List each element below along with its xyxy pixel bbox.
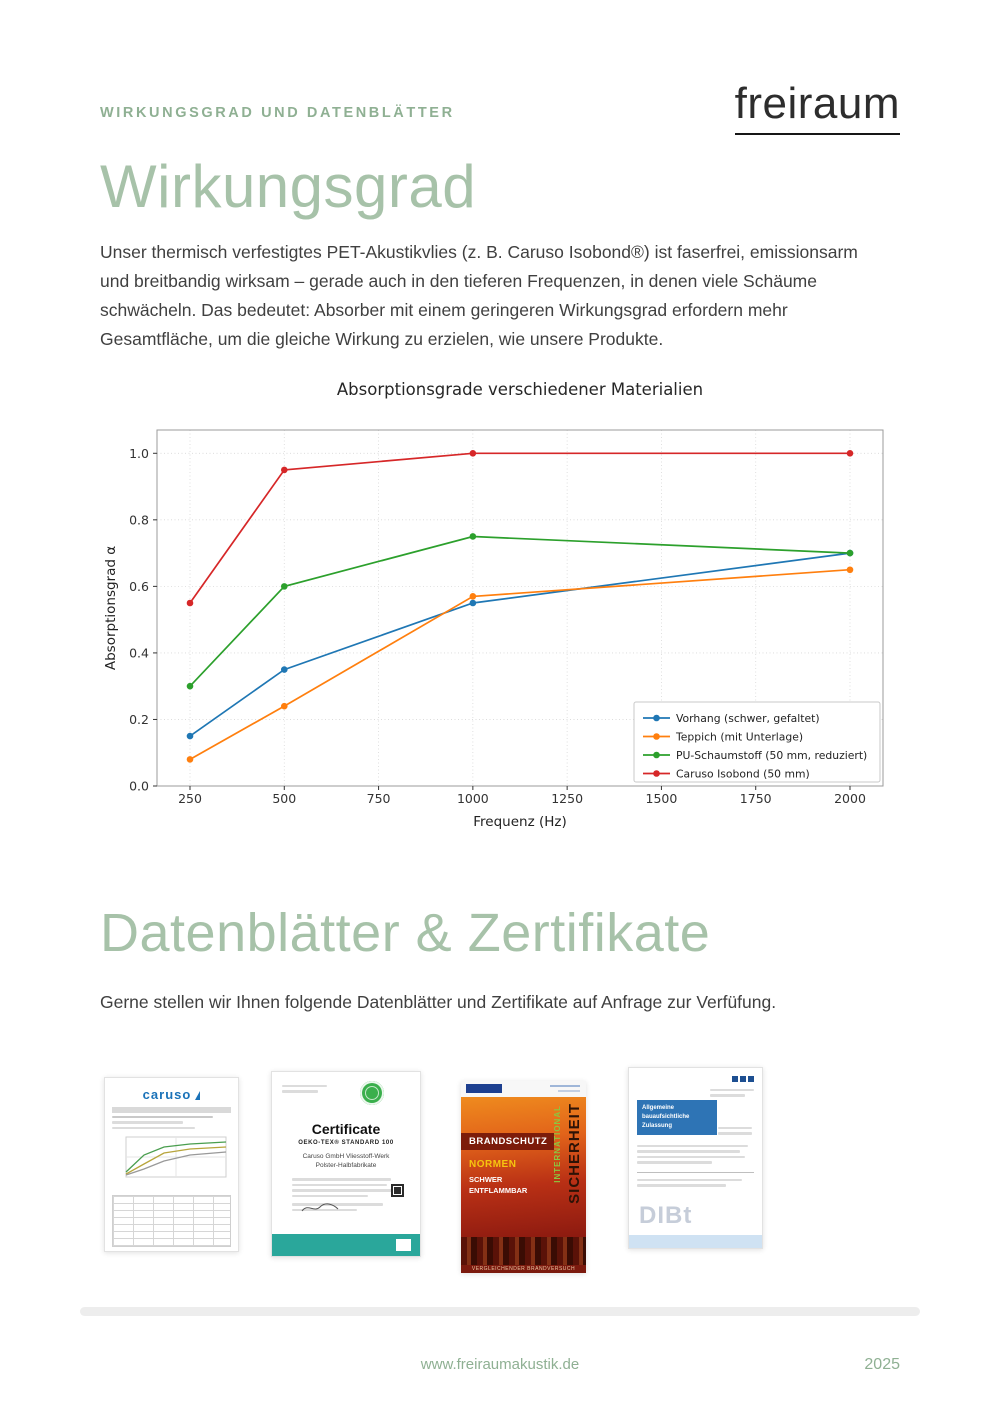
datasheet-header-band <box>112 1107 231 1113</box>
dibt-watermark: DIBt <box>639 1201 693 1229</box>
publisher-logo <box>466 1084 502 1093</box>
footer-url-link[interactable]: www.freiraumakustik.de <box>420 1355 580 1373</box>
svg-text:Vorhang (schwer, gefaltet): Vorhang (schwer, gefaltet) <box>676 712 820 725</box>
svg-text:0.8: 0.8 <box>129 512 149 528</box>
svg-text:0.6: 0.6 <box>129 578 149 594</box>
certificate-footer-mark <box>396 1239 411 1251</box>
placeholder-text-line <box>558 1090 580 1092</box>
brochure-top-strip <box>461 1081 586 1097</box>
dibt-logo-icon <box>732 1076 754 1082</box>
footer-year: 2025 <box>864 1355 900 1373</box>
page-header <box>100 0 900 135</box>
datenblaetter-paragraph: Gerne stellen wir Ihnen folgende Datenblätter und Zertifikate auf Anfrage zur Verfüfung. <box>100 991 777 1012</box>
page-footer <box>100 1356 900 1378</box>
brochure-keyword-schwer: SCHWER <box>469 1174 503 1184</box>
placeholder-text-line <box>112 1121 183 1124</box>
svg-text:Caruso Isobond (50 mm): Caruso Isobond (50 mm) <box>676 767 810 781</box>
svg-text:250: 250 <box>178 791 202 806</box>
intro-paragraph: Unser thermisch verfestigtes PET-Akustikvlies (z. B. Caruso Isobond®) ist faserfrei, emissionsarm und breitbandig wirksam – gerade auch in den tieferen Frequenzen, in denen viele Schäume schwächeln. Das bedeutet: Absorber mit einem geringeren Wirkungsgrad erfordern mehr Gesamtfläche, um die gleiche Wirkung zu erzielen, wie unsere Produkte. <box>100 242 858 349</box>
brochure-vertical-sicherheit: SICHERHEIT <box>566 1102 583 1204</box>
section-heading-datenblaetter: Datenblätter & Zertifikate <box>100 903 711 963</box>
brochure-keyword-entflammbar: ENTFLAMMBAR <box>469 1185 528 1195</box>
certificate-holder: Caruso GmbH Vliesstoff-Werk Polster-Halbfabrikate <box>302 1152 390 1170</box>
svg-text:750: 750 <box>366 791 391 806</box>
svg-text:500: 500 <box>272 791 297 806</box>
caruso-logo-text: caruso <box>142 1086 192 1102</box>
brand-logo <box>734 79 900 135</box>
svg-text:0.2: 0.2 <box>129 711 149 727</box>
svg-text:Frequenz (Hz): Frequenz (Hz) <box>473 814 567 830</box>
brochure-cover <box>461 1097 586 1237</box>
certificate-subtitle: OEKO-TEX® STANDARD 100 <box>298 1139 394 1146</box>
thumbnail-oekotex-certificate[interactable] <box>271 1071 421 1257</box>
datasheet-table <box>112 1195 231 1247</box>
brochure-title: BRANDSCHUTZ <box>461 1133 554 1150</box>
brochure-keyword-normen: NORMEN <box>469 1158 517 1170</box>
footer-divider <box>80 1307 920 1316</box>
svg-text:PU-Schaumstoff (50 mm, reduzie: PU-Schaumstoff (50 mm, reduziert) <box>676 749 868 762</box>
thumbnail-dibt-zulassung[interactable] <box>628 1067 763 1249</box>
zulassung-footer-band <box>629 1235 762 1248</box>
absorption-line-chart <box>100 406 900 851</box>
thumbnail-brandschutz-brochure[interactable] <box>461 1081 586 1273</box>
svg-text:1500: 1500 <box>645 791 678 806</box>
svg-text:Teppich (mit Unterlage): Teppich (mit Unterlage) <box>676 730 804 744</box>
placeholder-text-line <box>112 1116 213 1119</box>
placeholder-text-line <box>550 1085 580 1087</box>
placeholder-text-line <box>112 1127 195 1130</box>
placeholder-text-line <box>282 1085 327 1088</box>
svg-text:1750: 1750 <box>739 791 772 806</box>
divider-line <box>637 1172 754 1173</box>
photo-caption: VERGLEICHENDER BRANDVERSUCH <box>461 1265 586 1273</box>
placeholder-text-line <box>282 1090 318 1093</box>
svg-text:1000: 1000 <box>456 791 489 806</box>
qr-code-icon <box>391 1184 404 1197</box>
signature-icon <box>300 1202 340 1214</box>
zulassung-dates <box>718 1124 752 1138</box>
section-heading-wirkungsgrad: Wirkungsgrad <box>100 153 477 220</box>
svg-text:1.0: 1.0 <box>129 445 149 461</box>
absorption-chart <box>100 380 900 851</box>
placeholder-text-lines <box>710 1086 754 1100</box>
svg-text:0.4: 0.4 <box>129 645 149 661</box>
fire-test-photo <box>461 1237 586 1265</box>
brochure-vertical-international: INTERNATIONAL <box>553 1104 562 1183</box>
certificate-title: Certificate <box>311 1120 381 1137</box>
eyebrow-title: WIRKUNGSGRAD UND DATENBLÄTTER <box>100 105 455 121</box>
zulassung-body-lines <box>637 1145 754 1187</box>
caruso-logo <box>112 1087 231 1102</box>
caruso-sail-icon <box>195 1091 200 1100</box>
certificate-footer-band <box>272 1234 420 1256</box>
svg-text:Absorptionsgrad α: Absorptionsgrad α <box>103 545 119 671</box>
svg-text:1250: 1250 <box>551 791 584 806</box>
chart-title: Absorptionsgrade verschiedener Materialien <box>336 380 704 399</box>
svg-text:0.0: 0.0 <box>129 778 149 794</box>
zulassung-title-box: Allgemeine bauaufsichtliche Zulassung <box>637 1100 717 1135</box>
svg-text:2000: 2000 <box>834 791 866 806</box>
certificate-thumbnails <box>100 1067 900 1273</box>
thumbnail-caruso-datasheet[interactable] <box>104 1077 239 1252</box>
caruso-mini-chart <box>112 1135 231 1185</box>
oeko-tex-seal-icon <box>360 1081 384 1105</box>
brand-logo-text: freiraum <box>734 79 900 128</box>
